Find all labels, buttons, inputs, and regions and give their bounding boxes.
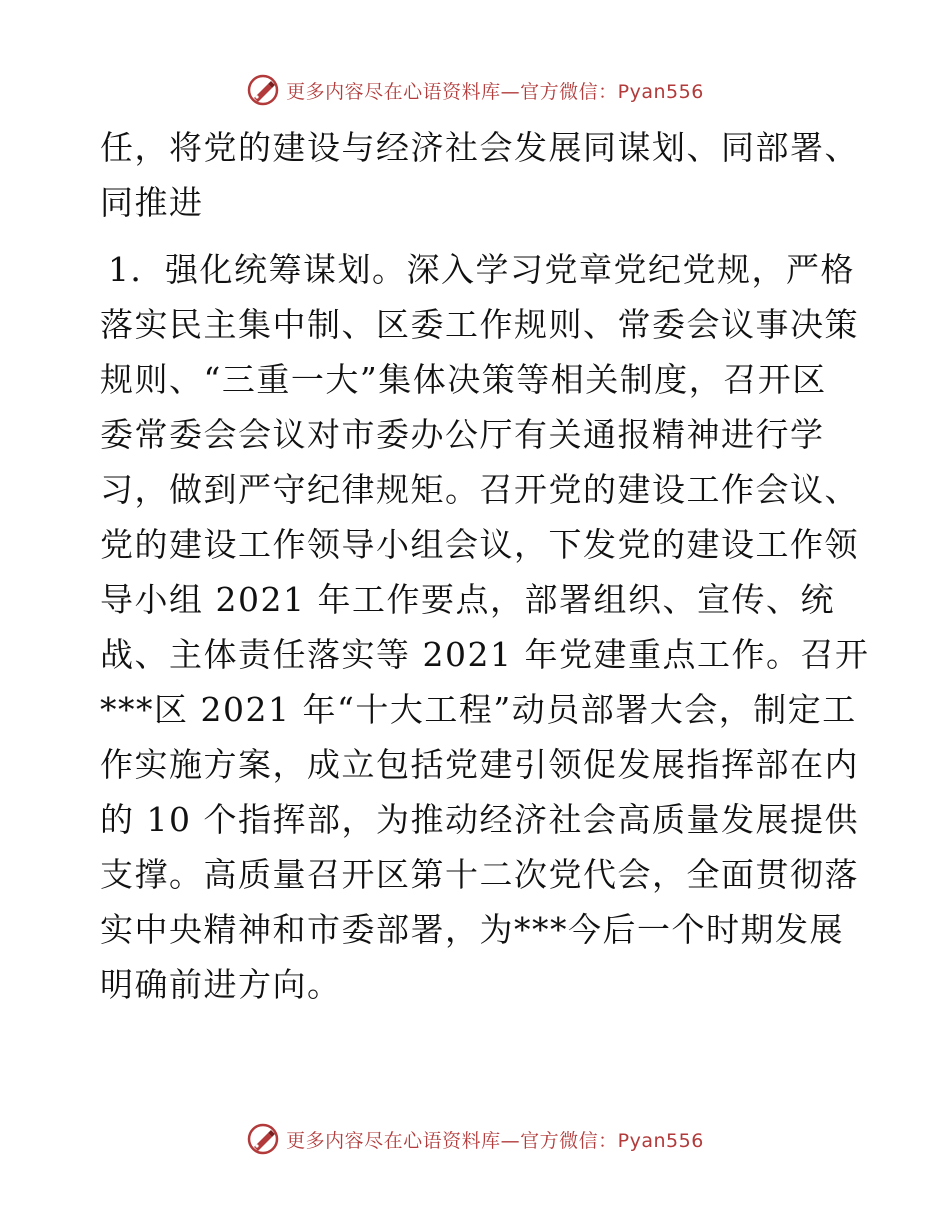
document-body <box>100 120 870 1012</box>
text-line: 习，做到严守纪律规矩。召开党的建设工作会议、 <box>100 470 859 509</box>
text-line: ***区 2021 年“十大工程”动员部署大会，制定工 <box>100 690 857 729</box>
text-line: 支撑。高质量召开区第十二次党代会，全面贯彻落 <box>100 855 859 894</box>
footer-watermark <box>0 1119 950 1159</box>
header-watermark <box>0 70 950 110</box>
paragraph <box>100 120 860 230</box>
paragraph <box>100 242 870 1012</box>
watermark-text: 更多内容尽在心语资料库—官方微信：Pyan556 <box>286 1129 704 1152</box>
watermark-text: 更多内容尽在心语资料库—官方微信：Pyan556 <box>286 80 704 103</box>
text-line: 同推进 <box>100 183 204 222</box>
text-line: 实中央精神和市委部署，为***今后一个时期发展 <box>100 910 844 949</box>
text-line: 委常委会会议对市委办公厅有关通报精神进行学 <box>100 415 825 454</box>
text-line: 的 10 个指挥部，为推动经济社会高质量发展提供 <box>100 800 859 839</box>
text-line: 战、主体责任落实等 2021 年党建重点工作。召开 <box>100 635 870 674</box>
text-line: 任，将党的建设与经济社会发展同谋划、同部署、 <box>100 128 859 167</box>
text-line: 落实民主集中制、区委工作规则、常委会议事决策 <box>100 305 859 344</box>
text-line: 1．强化统筹谋划。深入学习党章党纪党规，严格 <box>108 250 855 289</box>
text-line: 党的建设工作领导小组会议，下发党的建设工作领 <box>100 525 859 564</box>
pen-logo-icon <box>246 1122 280 1156</box>
text-line: 导小组 2021 年工作要点，部署组织、宣传、统 <box>100 580 835 619</box>
text-line: 规则、“三重一大”集体决策等相关制度，召开区 <box>100 360 827 399</box>
text-line: 作实施方案，成立包括党建引领促发展指挥部在内 <box>100 745 859 784</box>
pen-logo-icon <box>246 73 280 107</box>
text-line: 明确前进方向。 <box>100 965 342 1004</box>
